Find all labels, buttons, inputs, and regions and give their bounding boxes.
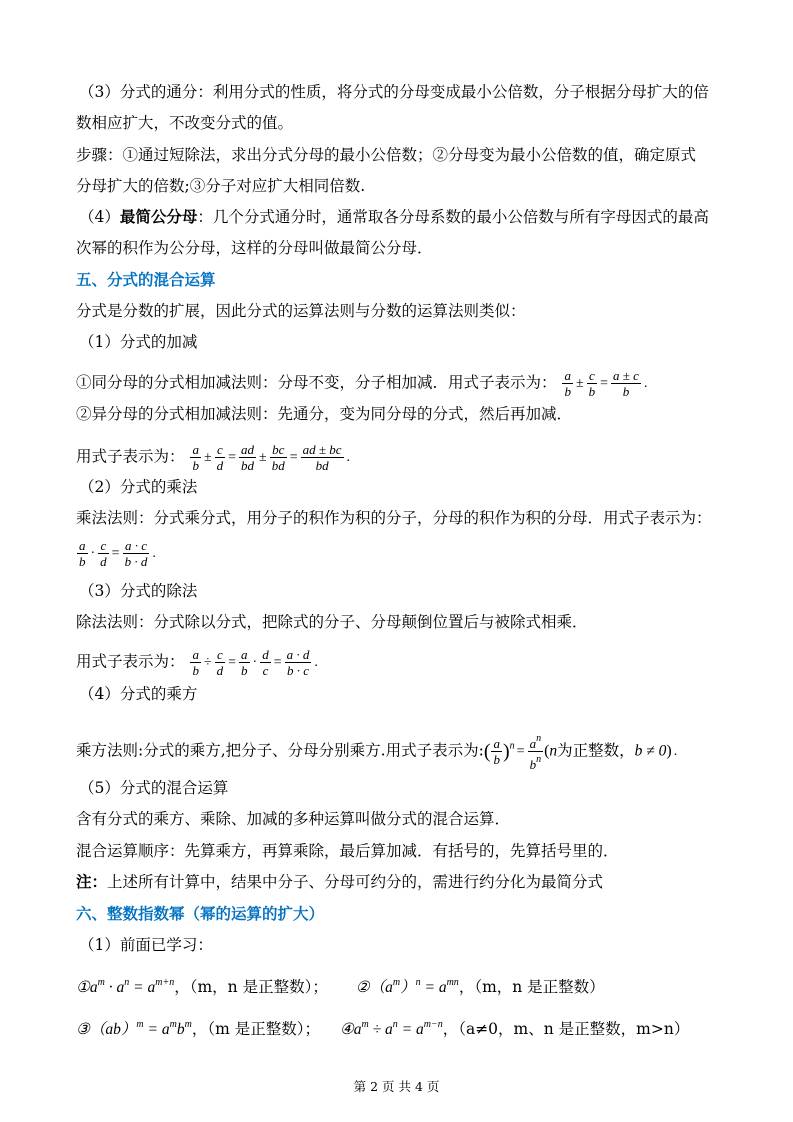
paragraph-mixed-order: 混合运算顺序：先算乘方，再算乘除，最后算加减．有括号的，先算括号里的． — [76, 842, 619, 860]
paragraph-steps: 步骤：①通过短除法，求出分式分母的最小公倍数；②分母变为最小公倍数的值，确定原式 — [76, 146, 697, 164]
rule-division: 除法法则：分式除以分式，把除式的分子、分母颠倒位置后与被除式相乘． — [76, 613, 588, 631]
rule-text: 乘方法则:分式的乘方,把分子、分母分别乘方.用式子表示为: — [76, 741, 484, 760]
subheading-division: （3）分式的除法 — [79, 582, 198, 600]
fraction-result: $\frac{a \cdot d}{b \cdot c}$ — [286, 647, 310, 678]
section-heading-6: 六、整数指数幂（幂的运算的扩大） — [76, 904, 325, 923]
fraction: $\frac{a}{b}$ — [192, 647, 199, 678]
power-rules-row-2: ③（ab）$^m$ = $a^mb^m$，（m 是正整数）； $④a^m \div a^n = a^{m-n}$，（a≠0，m、n 是正整数，m>n） — [76, 1019, 690, 1038]
fraction: $\frac{d}{c}$ — [262, 647, 269, 678]
fraction-power-result: $\frac{a^n}{b^n}$ — [529, 733, 542, 772]
paragraph-line: 数相应扩大，不改变分式的值。 — [76, 114, 294, 132]
term-lcd: 最简公分母 — [119, 207, 198, 226]
section-heading-5: 五、分式的混合运算 — [76, 270, 216, 289]
subheading-learned: （1）前面已学习： — [79, 936, 213, 954]
page-footer: 第 2 页 共 4 页 — [353, 1079, 440, 1094]
fraction-a-over-b: $\frac{a}{b}$ — [493, 736, 500, 767]
formula-label: 用式子表示为： — [76, 447, 185, 466]
condition-b-nonzero: b ≠ 0 — [634, 742, 667, 760]
paragraph-lcd — [79, 207, 709, 227]
fraction: $\frac{c}{d}$ — [100, 538, 107, 569]
fraction: $\frac{a}{b}$ — [192, 442, 199, 473]
paragraph-line: 次幂的积作为公分母，这样的分母叫做最简公分母． — [76, 239, 433, 257]
formula-label: 用式子表示为： — [76, 652, 185, 671]
subheading-multiplication: （2）分式的乘法 — [79, 478, 198, 496]
rule-quotient: $④a^m \div a^n = a^{m-n}$ — [339, 1019, 443, 1038]
power-rules-row-1: $①a^m \cdot a^n = a^{m+n}$，（m，n 是正整数）； $②(a^m)^n = a^{mn}$，（m，n 是正整数） — [76, 977, 605, 996]
definition-text: ：几个分式通分时，通常取各分母系数的最小公倍数与所有字母因式的最高 — [197, 208, 709, 226]
fraction-result: $\frac{a \cdot c}{b \cdot d}$ — [124, 538, 148, 569]
rule-power: 乘方法则:分式的乘方,把分子、分母分别乘方.用式子表示为:( $\frac{a}{b}$ )$^n$ = $\frac{a^n}{b^n}$ (n为正整数，b ≠ 0) . — [76, 733, 678, 772]
paragraph-common-denominator: （3）分式的通分：利用分式的性质，将分式的分母变成最小公倍数，分子根据分母扩大的倍 — [79, 83, 709, 101]
paragraph-mixed-definition: 含有分式的乘方、乘除、加减的多种运算叫做分式的混合运算． — [76, 810, 511, 828]
rule-power-of-power: $②(a^m)^n = a^{mn}$ — [355, 977, 459, 996]
formula-division: 用式子表示为： $\frac{a}{b}$ ÷ $\frac{c}{d}$ = $\frac{a}{b}$ · $\frac{d}{c}$ = $\frac{a \cdot d}{b \cdot c}$ . — [76, 647, 318, 678]
note-text: 上述所有计算中，结果中分子、分母可约分的，需进行约分化为最简分式 — [107, 873, 604, 891]
fraction: $\frac{a}{b}$ — [241, 647, 248, 678]
fraction-a-over-b: $\frac{a}{b}$ — [564, 368, 571, 399]
paragraph-note — [76, 872, 603, 892]
paragraph-line: 分母扩大的倍数;③分子对应扩大相同倍数. — [76, 177, 366, 195]
fraction: $\frac{c}{d}$ — [216, 442, 224, 473]
rule-same-denominator: ①同分母的分式相加减法则：分母不变，分子相加减．用式子表示为： $\frac{a}{b}$ ± $\frac{c}{b}$ = $\frac{a \pm c}{b}$ . — [76, 368, 648, 399]
rule-different-denominator: ②异分母的分式相加减法则：先通分，变为同分母的分式，然后再加减． — [76, 405, 573, 423]
rule-product: $①a^m \cdot a^n = a^{m+n}$ — [76, 977, 175, 996]
rule-text: ①同分母的分式相加减法则：分母不变，分子相加减．用式子表示为： — [76, 373, 557, 392]
fraction-c-over-b: $\frac{c}{b}$ — [588, 368, 596, 399]
subheading-power: （4）分式的乘方 — [79, 685, 198, 703]
fraction-result: $\frac{ad \pm bc}{bd}$ — [302, 442, 342, 473]
formula-multiplication: $\frac{a}{b}$ · $\frac{c}{d}$ = $\frac{a \cdot c}{b \cdot d}$ . — [79, 538, 156, 569]
rule-product-power: ③（ab）$^m$ = $a^mb^m$ — [76, 1019, 192, 1038]
fraction-result: $\frac{a \pm c}{b}$ — [613, 368, 639, 399]
fraction: $\frac{c}{d}$ — [216, 647, 224, 678]
fraction: $\frac{a}{b}$ — [79, 538, 86, 569]
rule-multiplication: 乘法法则：分式乘分式，用分子的积作为积的分子，分母的积作为积的分母．用式子表示为： — [76, 509, 712, 527]
fraction: $\frac{ad}{bd}$ — [241, 442, 255, 473]
fraction: $\frac{bc}{bd}$ — [271, 442, 285, 473]
condition-text: 为正整数， — [557, 741, 635, 760]
subheading-add-subtract: （1）分式的加减 — [79, 333, 198, 351]
note-label: 注： — [76, 872, 108, 891]
formula-different-denominator: 用式子表示为： $\frac{a}{b}$ ± $\frac{c}{d}$ = $\frac{ad}{bd}$ ± $\frac{bc}{bd}$ = $\frac{ad \pm bc}{bd}$ . — [76, 442, 351, 473]
item-number: （4） — [79, 208, 120, 226]
subheading-mixed: （5）分式的混合运算 — [79, 779, 229, 797]
paragraph-intro: 分式是分数的扩展，因此分式的运算法则与分数的运算法则类似： — [76, 302, 526, 320]
